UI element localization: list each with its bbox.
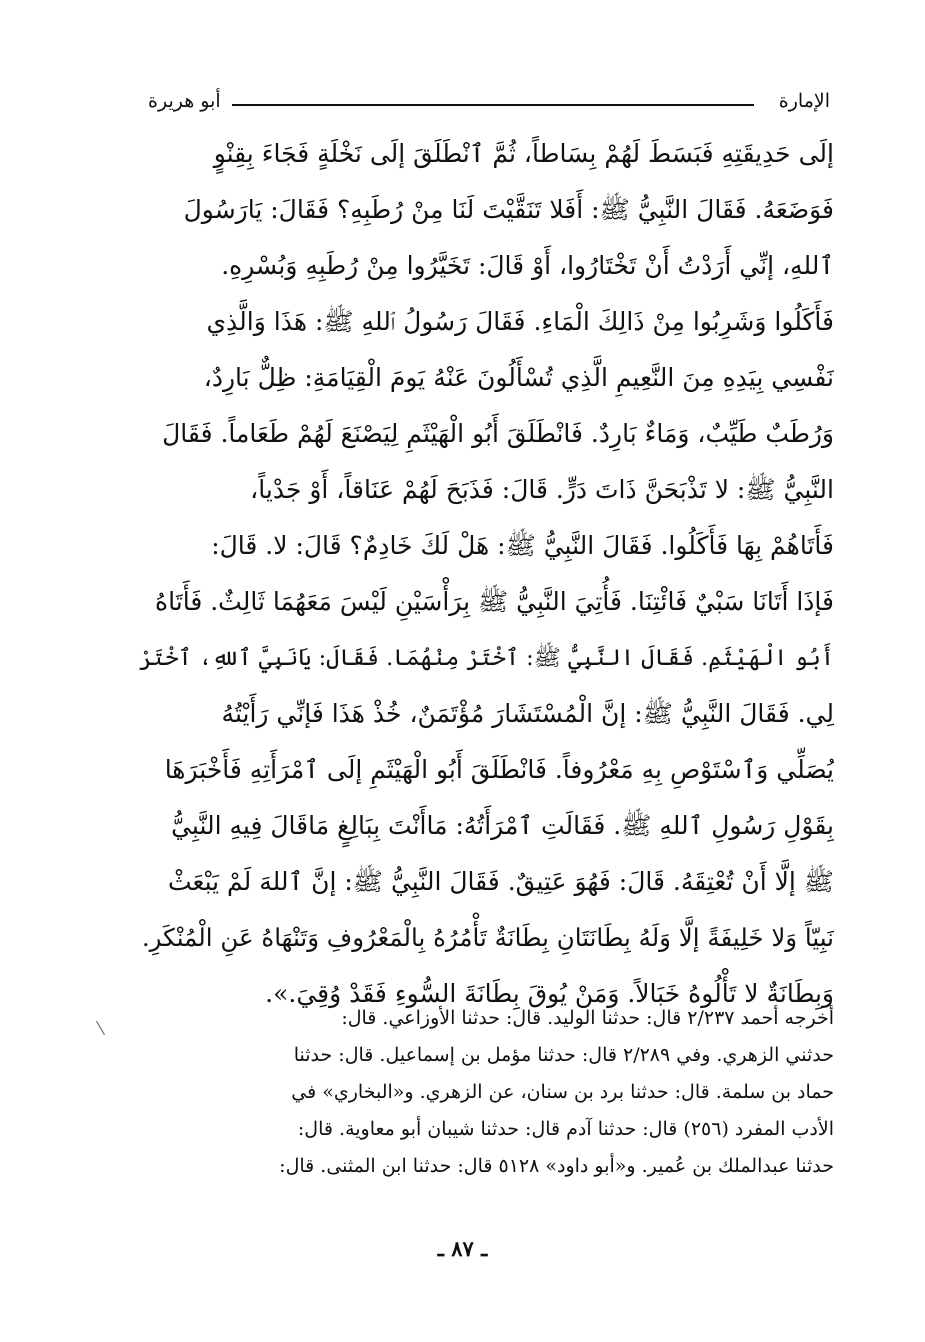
- running-header: [148, 86, 830, 120]
- text-line: بِقَوْلِ رَسُولِ ٱللهِ ﷺ. فَقَالَتِ ٱمْرَأَتُهُ: مَاأَنْتَ بِبَالِغٍ مَاقَالَ فِيهِ النَّبِيُّ: [171, 811, 834, 840]
- text-line: نَبِيّاً وَلا خَلِيفَةً إلَّا وَلَهُ بِطَانَتَانِ بِطَانَةٌ تَأْمُرُهُ بِالْمَعْرُوفِ وَتَنْهَاهُ عَنِ الْمُنْكَرِ.: [141, 923, 834, 952]
- text-line: فَأَكَلُوا وَشَرِبُوا مِنْ ذَالِكَ الْمَاءِ. فَقَالَ رَسُولُ ٱللهِ ﷺ: هَذَا وَالَّذِي: [206, 307, 834, 336]
- hadith-text: [134, 126, 834, 1022]
- text-line: فَإذَا أَتَانَا سَبْيٌ فَائْتِنَا. فَأُتِيَ النَّبِيُّ ﷺ بِرَأْسَيْنِ لَيْسَ مَعَهُمَا ثَالِثٌ. فَأَتَاهُ: [155, 587, 834, 616]
- takhrij-notes: [134, 1000, 834, 1185]
- text-line: يُصَلِّي وَٱسْتَوْصِ بِهِ مَعْرُوفاً. فَانْطَلَقَ أَبُو الْهَيْثَمِ إلَى ٱمْرَأَتِهِ فَأَخْبَرَهَا: [164, 755, 834, 784]
- text-line: إلَى حَدِيقَتِهِ فَبَسَطَ لَهُمْ بِسَاطاً، ثُمَّ ٱنْطَلَقَ إلَى نَخْلَةٍ فَجَاءَ بِقِنْوٍ: [213, 139, 834, 168]
- note-line: حدثني الزهري. وفي ٢/٢٨٩ قال: حدثنا مؤمل بن إسماعيل. قال: حدثنا: [293, 1044, 834, 1066]
- text-line: وَرُطَبٌ طَيِّبٌ، وَمَاءٌ بَارِدٌ. فَانْطَلَقَ أَبُو الْهَيْثَمِ لِيَصْنَعَ لَهُمْ طَعَاماً. فَقَالَ: [162, 419, 834, 448]
- text-line: لِي. فَقَالَ النَّبِيُّ ﷺ: إنَّ الْمُسْتَشَارَ مُؤْتَمَنٌ، خُذْ هَذَا فَإنِّي رَأَيْتُهُ: [221, 699, 834, 728]
- note-line: أخرجه أحمد ٢/٢٣٧ قال: حدثنا الوليد. قال: حدثنا الأوزاعي. قال:: [341, 1007, 834, 1029]
- text-line: أَبُو الْهَيْثَمِ. فَقَالَ النَّبِيُّ ﷺ: ٱخْتَرْ مِنْهُمَا. فَقَالَ: يَانَبِيَّ ٱللهِ، ٱخْتَرْ: [138, 645, 834, 671]
- text-line: وَبِطَانَةٌ لا تَأْلُوهُ خَبَالاً. وَمَنْ يُوقَ بِطَانَةَ السُّوءِ فَقَدْ وُقِيَ.».: [265, 979, 834, 1008]
- text-line: فَوَضَعَهُ. فَقَالَ النَّبِيُّ ﷺ: أَفَلا تَنَقَّيْتَ لَنَا مِنْ رُطَبِهِ؟ فَقَالَ: يَارَسُولَ: [183, 195, 834, 224]
- text-line: نَفْسِي بِيَدِهِ مِنَ النَّعِيمِ الَّذِي تُسْأَلُونَ عَنْهُ يَومَ الْقِيَامَةِ: ظِلٌّ بَارِدٌ،: [203, 363, 834, 392]
- note-line: الأدب المفرد (٢٥٦) قال: حدثنا آدم قال: حدثنا شيبان أبو معاوية. قال:: [297, 1118, 834, 1140]
- header-rule: [232, 104, 754, 106]
- note-line: حدثنا عبدالملك بن عُمير. و«أبو داود» ٥١٢٨ قال: حدثنا ابن المثنى. قال:: [279, 1155, 834, 1177]
- scan-mark: [96, 1021, 105, 1035]
- text-line: فَأَتَاهُمْ بِهَا فَأَكَلُوا. فَقَالَ النَّبِيُّ ﷺ: هَلْ لَكَ خَادِمٌ؟ قَالَ: لا. قَالَ:: [211, 531, 834, 560]
- note-line: حماد بن سلمة. قال: حدثنا برد بن سنان، عن الزهري. و«البخاري» في: [291, 1081, 834, 1103]
- text-line: ٱللهِ، إنِّي أَرَدْتُ أَنْ تَخْتَارُوا، أَوْ قَالَ: تَخَيَّرُوا مِنْ رُطَبِهِ وَبُسْرِهِ.: [221, 251, 834, 280]
- narrator-title: أبو هريرة: [148, 90, 221, 112]
- page-number: ـ ٨٧ ـ: [437, 1236, 488, 1261]
- text-line: النَّبِيُّ ﷺ: لا تَذْبَحَنَّ ذَاتَ دَرٍّ. قَالَ: فَذَبَحَ لَهُمْ عَنَاقاً، أَوْ جَدْياً،: [250, 475, 834, 504]
- chapter-title: الإمارة: [778, 90, 830, 112]
- text-line: ﷺ إلَّا أَنْ تُعْتِقَهُ. قَالَ: فَهُوَ عَتِيقٌ. فَقَالَ النَّبِيُّ ﷺ: إنَّ ٱللهَ لَمْ يَبْعَثْ: [167, 867, 834, 896]
